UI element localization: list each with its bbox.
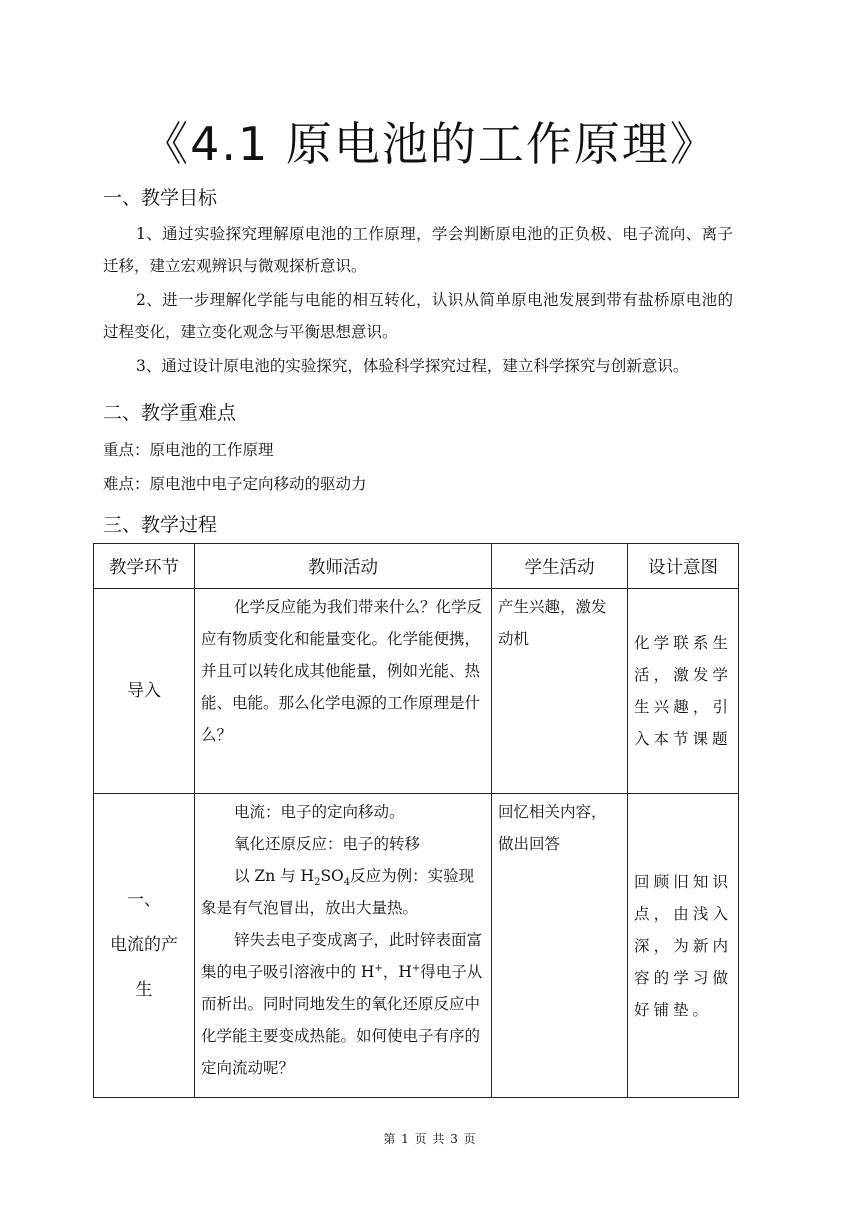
teacher-activity-line: 氧化还原反应：电子的转移: [234, 835, 421, 853]
header-student-activity: 学生活动: [492, 544, 628, 589]
text-fragment: SO: [320, 867, 344, 885]
stage-line: 生: [135, 980, 153, 1000]
teacher-activity-cell: [195, 794, 492, 1098]
key-point: 重点：原电池的工作原理: [103, 441, 274, 459]
subscript: 2: [314, 877, 321, 889]
design-intent-text: 回顾旧知识点，由浅入深，为新内容的学习做好铺垫。: [634, 872, 732, 1019]
design-intent-cell: [628, 589, 739, 794]
table-header-row: [94, 544, 739, 589]
table-row: [94, 794, 739, 1098]
stage-cell: 导入: [94, 589, 195, 794]
process-heading: 三、教学过程: [103, 514, 218, 536]
teacher-activity-line: 电流：电子的定向移动。: [234, 803, 405, 821]
superscript: +: [374, 962, 383, 974]
superscript: +: [411, 962, 421, 974]
student-activity-text: 产生兴趣，激发动机: [498, 598, 607, 648]
goal-paragraph-1: 1、通过实验探究理解原电池的工作原理，学会判断原电池的正负极、电子流向、离子迁移，建立宏观辨识与微观探析意识。: [103, 225, 733, 275]
page-footer: 第 1 页 共 3 页: [383, 1132, 477, 1146]
text-fragment: ，H: [382, 963, 412, 981]
teacher-activity-line: [201, 924, 485, 1084]
text-fragment: 以 Zn 与 H: [234, 867, 315, 885]
table-row: [94, 589, 739, 794]
teaching-process-table: [93, 543, 739, 1098]
text-fragment: 锌失去电子变成离子，此时锌表面富集的电子吸引溶液中的 H: [201, 931, 483, 981]
text-fragment: 反应为例：实验现象是有气泡冒出，放出大量热。: [201, 867, 475, 917]
header-design-intent: 设计意图: [628, 544, 739, 589]
student-activity-text: 回忆相关内容，做出回答: [498, 803, 607, 853]
header-stage: 教学环节: [94, 544, 195, 589]
teacher-activity-text: 化学反应能为我们带来什么？化学反应有物质变化和能量变化。化学能便携，并且可以转化成其他能量，例如光能、热能、电能。那么化学电源的工作原理是什么？: [201, 598, 483, 744]
design-intent-text: 化学联系生活，激发学生兴趣，引入本节课题: [634, 634, 732, 748]
student-activity-cell: [492, 589, 628, 794]
design-intent-cell: [628, 794, 739, 1098]
goals-heading: 一、教学目标: [103, 187, 218, 209]
stage-cell: [94, 794, 195, 1098]
student-activity-cell: [492, 794, 628, 1098]
goal-paragraph-3: 3、通过设计原电池的实验探究，体验科学探究过程，建立科学探究与创新意识。: [136, 357, 689, 375]
teacher-activity-line: [201, 860, 485, 924]
subscript: 4: [343, 877, 351, 889]
text-fragment: 得电子从而析出。同时同地发生的氧化还原反应中化学能主要变成热能。如何使电子有序的定向流动呢？: [201, 963, 483, 1077]
difficult-point: 难点：原电池中电子定向移动的驱动力: [103, 475, 367, 493]
teacher-activity-cell: [195, 589, 492, 794]
key-points-heading: 二、教学重难点: [103, 402, 237, 424]
stage-line: 电流的产: [110, 935, 178, 955]
stage-line: 一、: [127, 890, 161, 910]
goal-paragraph-2: 2、进一步理解化学能与电能的相互转化，认识从简单原电池发展到带有盐桥原电池的过程变化，建立变化观念与平衡思想意识。: [103, 291, 733, 341]
header-teacher-activity: 教师活动: [195, 544, 492, 589]
document-title: 《4.1 原电池的工作原理》: [142, 117, 718, 171]
